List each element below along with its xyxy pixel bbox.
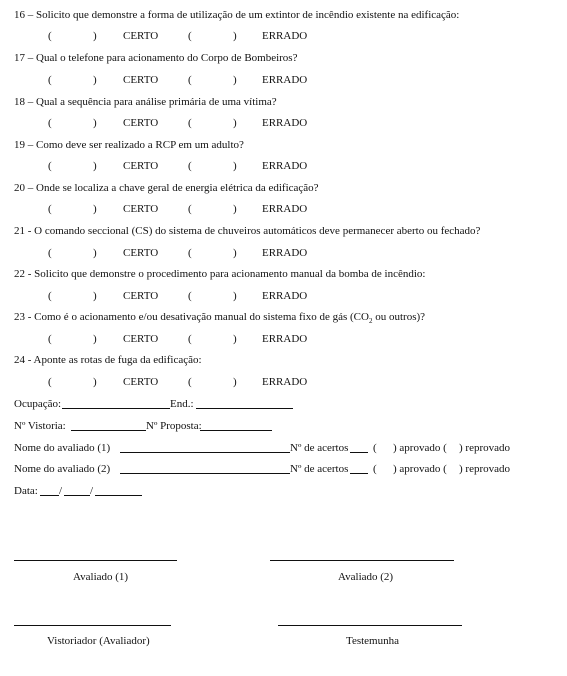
errado-close-paren: ) [233,30,237,42]
data-day-field[interactable] [40,485,59,496]
aprovado2-open-paren[interactable]: ( [373,463,377,475]
certo-label: CERTO [123,203,159,215]
certo-open-paren: ( [48,117,52,129]
end-label: End.: [170,398,194,410]
co2-subscript: 2 [368,317,373,326]
avaliado2-label: Nome do avaliado (2) [14,463,111,475]
errado-close-paren: ) [233,74,237,86]
certo-close-paren: ) [93,376,97,388]
errado-open-paren: ( [188,160,192,172]
errado-close-paren: ) [233,290,237,302]
certo-label: CERTO [123,290,159,302]
data-month-field[interactable] [64,485,90,496]
certo-label: CERTO [123,247,159,259]
aprovado2-option[interactable]: ) aprovado ( [393,463,447,475]
errado-open-paren: ( [188,333,192,345]
certo-open-paren: ( [48,376,52,388]
avaliado1-field[interactable] [120,442,290,453]
errado-label: ERRADO [262,74,308,86]
question-21: 21 - O comando seccional (CS) do sistema de chuveiros automáticos deve permanecer aberto ou fechado? [14,225,481,237]
question-19: 19 – Como deve ser realizado a RCP em um adulto? [14,139,244,151]
certo-label: CERTO [123,30,159,42]
certo-close-paren: ) [93,160,97,172]
answer-options-24[interactable] [0,376,567,390]
data-label: Data: [14,485,38,497]
certo-open-paren: ( [48,290,52,302]
errado-open-paren: ( [188,247,192,259]
aprovado1-open-paren[interactable]: ( [373,442,377,454]
certo-close-paren: ) [93,30,97,42]
certo-open-paren: ( [48,74,52,86]
acertos1-field[interactable] [350,442,368,453]
proposta-field[interactable] [200,420,272,431]
errado-label: ERRADO [262,247,308,259]
signature-label-avaliado2: Avaliado (2) [338,571,394,583]
errado-label: ERRADO [262,117,308,129]
errado-close-paren: ) [233,117,237,129]
reprovado1-option[interactable]: ) reprovado [459,442,511,454]
end-field[interactable] [196,398,293,409]
certo-open-paren: ( [48,30,52,42]
certo-label: CERTO [123,74,159,86]
answer-options-17[interactable] [0,74,567,88]
errado-open-paren: ( [188,117,192,129]
answer-options-22[interactable] [0,290,567,304]
answer-options-16[interactable] [0,30,567,44]
question-23-text: 23 - Como é o acionamento e/ou desativação manual do sistema fixo de gás (CO [14,311,369,323]
certo-close-paren: ) [93,74,97,86]
signature-line-avaliado2[interactable] [270,560,454,561]
answer-options-19[interactable] [0,160,567,174]
data-year-field[interactable] [95,485,142,496]
signature-label-vistoriador: Vistoriador (Avaliador) [47,635,150,647]
signature-label-avaliado1: Avaliado (1) [73,571,129,583]
certo-close-paren: ) [93,333,97,345]
certo-close-paren: ) [93,247,97,259]
question-22: 22 - Solicito que demonstre o procedimento para acionamento manual da bomba de incêndio: [14,268,426,280]
answer-options-20[interactable] [0,203,567,217]
certo-close-paren: ) [93,203,97,215]
errado-open-paren: ( [188,290,192,302]
answer-options-23[interactable] [0,333,567,347]
question-23 [14,311,425,325]
avaliado2-field[interactable] [120,463,290,474]
question-24: 24 - Aponte as rotas de fuga da edificação: [14,354,202,366]
certo-label: CERTO [123,160,159,172]
errado-close-paren: ) [233,247,237,259]
certo-open-paren: ( [48,203,52,215]
signature-line-avaliado1[interactable] [14,560,177,561]
acertos1-label: Nº de acertos [290,442,349,454]
errado-label: ERRADO [262,203,308,215]
answer-options-18[interactable] [0,117,567,131]
errado-close-paren: ) [233,160,237,172]
certo-close-paren: ) [93,117,97,129]
certo-open-paren: ( [48,333,52,345]
question-16: 16 – Solicito que demonstre a forma de utilização de um extintor de incêndio existente na edificação: [14,9,460,21]
errado-close-paren: ) [233,376,237,388]
vistoria-label: Nº Vistoria: [14,420,66,432]
answer-options-21[interactable] [0,247,567,261]
errado-open-paren: ( [188,376,192,388]
question-20: 20 – Onde se localiza a chave geral de energia elétrica da edificação? [14,182,319,194]
aprovado1-option[interactable]: ) aprovado ( [393,442,447,454]
certo-open-paren: ( [48,247,52,259]
errado-label: ERRADO [262,333,308,345]
certo-label: CERTO [123,333,159,345]
question-17: 17 – Qual o telefone para acionamento do Corpo de Bombeiros? [14,52,298,64]
avaliado1-label: Nome do avaliado (1) [14,442,111,454]
errado-close-paren: ) [233,203,237,215]
errado-label: ERRADO [262,160,308,172]
errado-label: ERRADO [262,30,308,42]
question-18: 18 – Qual a sequência para análise primária de uma vítima? [14,96,277,108]
signature-line-testemunha[interactable] [278,625,462,626]
errado-label: ERRADO [262,290,308,302]
certo-open-paren: ( [48,160,52,172]
errado-close-paren: ) [233,333,237,345]
date-slash-1: / [59,485,63,497]
acertos2-label: Nº de acertos [290,463,349,475]
certo-label: CERTO [123,376,159,388]
ocupacao-field[interactable] [62,398,170,409]
certo-label: CERTO [123,117,159,129]
signature-line-vistoriador[interactable] [14,625,171,626]
errado-open-paren: ( [188,203,192,215]
date-slash-2: / [90,485,94,497]
signature-label-testemunha: Testemunha [346,635,399,647]
errado-open-paren: ( [188,74,192,86]
vistoria-field[interactable] [71,420,146,431]
proposta-label: Nº Proposta: [146,420,202,432]
errado-open-paren: ( [188,30,192,42]
reprovado2-option[interactable]: ) reprovado [459,463,511,475]
acertos2-field[interactable] [350,463,368,474]
question-23-text-end: ou outros)? [372,311,426,323]
certo-close-paren: ) [93,290,97,302]
ocupacao-label: Ocupação: [14,398,62,410]
errado-label: ERRADO [262,376,308,388]
